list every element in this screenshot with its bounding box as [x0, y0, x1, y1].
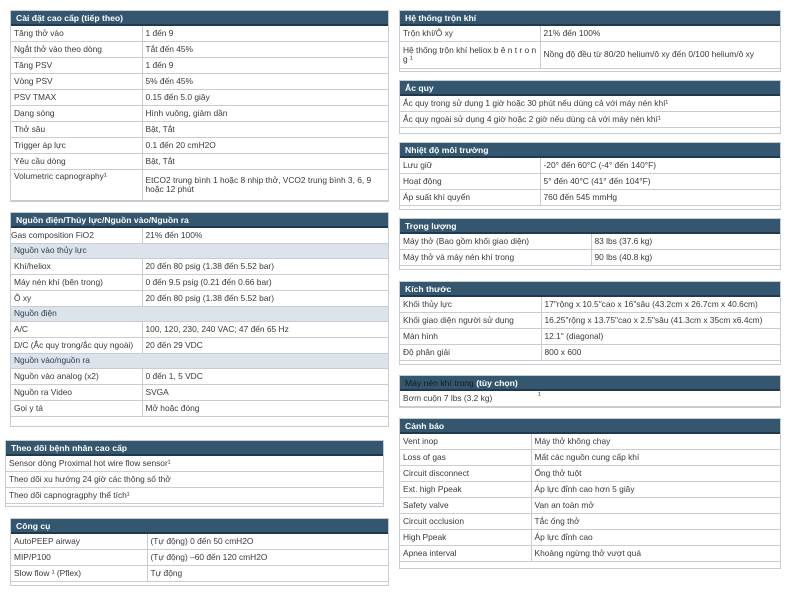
- environment-panel: [399, 142, 781, 210]
- table-row: [400, 466, 780, 482]
- table-row: [11, 138, 388, 154]
- row-label: Loss of gas: [400, 450, 531, 466]
- row-label: Nguồn ra Video: [11, 385, 142, 401]
- row-value: Hình vuông, giảm dần: [142, 106, 388, 122]
- row-label: Nguồn vào analog (x2): [11, 369, 142, 385]
- table-row: [11, 74, 388, 90]
- row-value: Mất các nguồn cung cấp khí: [531, 450, 780, 466]
- row-value: 21% đến 100%: [540, 26, 780, 42]
- section-subheader: [11, 354, 388, 369]
- row-value: 17"rộng x 10.5"cao x 16"sâu (43.2cm x 26.7cm x 40.6cm): [541, 297, 780, 313]
- row-value: (Tự động) 0 đến 50 cmH2O: [147, 534, 388, 550]
- row-value: SVGA: [142, 385, 388, 401]
- monitoring-panel: [5, 440, 384, 507]
- advanced-settings-panel: [10, 10, 389, 202]
- table-row: [11, 26, 388, 42]
- battery-panel: [399, 80, 781, 134]
- power-panel: [10, 212, 389, 427]
- table-row: [400, 250, 780, 266]
- row-label: Ext. high Ppeak: [400, 482, 531, 498]
- row-value: Tắc ống thở: [531, 514, 780, 530]
- row-label: Khí/heliox: [11, 259, 142, 275]
- table-row: [400, 297, 780, 313]
- table-row: [11, 566, 388, 582]
- table-row: [400, 450, 780, 466]
- row-value: 0.1 đến 20 cmH2O: [142, 138, 388, 154]
- row-value: Bật, Tắt: [142, 154, 388, 170]
- table-row: [11, 401, 388, 417]
- table-row: [11, 550, 388, 566]
- table-row: [400, 313, 780, 329]
- row-label: MIP/P100: [11, 550, 147, 566]
- table-row: [400, 26, 780, 42]
- blending-title: Hệ thống trộn khí: [400, 11, 780, 26]
- table-row: [400, 391, 780, 407]
- row-label: Dạng sóng: [11, 106, 142, 122]
- row-value: 760 đến 545 mmHg: [540, 190, 780, 206]
- table-row: [400, 345, 780, 361]
- table-row: [400, 498, 780, 514]
- row-label: Khối giao diện người sử dụng: [400, 313, 541, 329]
- dimensions-table: [400, 297, 780, 361]
- table-row: [400, 514, 780, 530]
- row-value: -20° đến 60°C (-4° đến 140°F): [540, 158, 780, 174]
- row-value: Bật, Tắt: [142, 122, 388, 138]
- monitoring-title: Theo dõi bệnh nhân cao cấp: [6, 441, 383, 456]
- table-row: [11, 259, 388, 275]
- row-value: 20 đến 80 psig (1.38 đến 5.52 bar): [142, 291, 388, 307]
- row-label: Tăng thở vào: [11, 26, 142, 42]
- row-label: Khối thủy lực: [400, 297, 541, 313]
- table-row: [11, 534, 388, 550]
- table-row: [400, 42, 780, 69]
- compressor-panel: [399, 375, 781, 408]
- table-row: [11, 106, 388, 122]
- weight-table: [400, 234, 780, 266]
- table-row: [11, 338, 388, 354]
- tools-table: [11, 534, 388, 582]
- advanced-settings-title: Cài đặt cao cấp (tiếp theo): [11, 11, 388, 26]
- row-label: Tăng PSV: [11, 58, 142, 74]
- row-label: Lưu giữ: [400, 158, 540, 174]
- row-label: High Ppeak: [400, 530, 531, 546]
- monitoring-item: Theo dõi xu hướng 24 giờ các thông số thở: [6, 472, 383, 488]
- table-row: [11, 122, 388, 138]
- table-row: [11, 322, 388, 338]
- row-value: 16.25"rộng x 13.75"cao x 2.5"sâu (41.3cm x 35cm x6.4cm): [541, 313, 780, 329]
- table-row: [11, 291, 388, 307]
- section-subheader: [11, 244, 388, 259]
- row-label: Ô xy: [11, 291, 142, 307]
- blending-panel: [399, 10, 781, 72]
- power-title: Nguồn điện/Thủy lực/Nguồn vào/Nguồn ra: [11, 213, 388, 228]
- row-label: Gọi y tá: [11, 401, 142, 417]
- row-value: Nồng độ đều từ 80/20 helium/ô xy đến 0/100 helium/ô xy: [540, 42, 780, 69]
- table-row: [400, 546, 780, 562]
- power-table: [11, 228, 388, 417]
- row-label: Trộn khí/Ô xy: [400, 26, 540, 42]
- subheader-label: Nguồn vào thủy lực: [11, 244, 388, 259]
- row-label: Bơm cuộn 7 lbs (3.2 kg): [400, 391, 535, 407]
- row-label: Circuit occlusion: [400, 514, 531, 530]
- environment-table: [400, 158, 780, 206]
- tools-title: Công cụ: [11, 519, 388, 534]
- battery-item: Ắc quy ngoài sử dụng 4 giờ hoặc 2 giờ nếu dùng cả với máy nén khí¹: [400, 112, 780, 128]
- row-value: 0 đến 9.5 psig (0.21 đến 0.66 bar): [142, 275, 388, 291]
- weight-panel: [399, 218, 781, 270]
- row-value: 12.1" (diagonal): [541, 329, 780, 345]
- row-value: Áp lực đỉnh cao hơn 5 giây: [531, 482, 780, 498]
- monitoring-item: Sensor dòng Proximal hot wire flow sensor¹: [6, 456, 383, 472]
- table-row: [11, 58, 388, 74]
- dimensions-title: Kích thước: [400, 282, 780, 297]
- table-row: [11, 90, 388, 106]
- row-value: Mở hoặc đóng: [142, 401, 388, 417]
- table-row: [11, 154, 388, 170]
- row-label: Slow flow ¹ (Pflex): [11, 566, 147, 582]
- row-value: Ống thở tuột: [531, 466, 780, 482]
- subheader-label: Nguồn điện: [11, 307, 388, 322]
- row-label: D/C (Ắc quy trong/ắc quy ngoài): [11, 338, 142, 354]
- row-label: Máy nén khí (bên trong): [11, 275, 142, 291]
- table-row: [400, 530, 780, 546]
- row-value: Tự động: [147, 566, 388, 582]
- battery-table: [400, 96, 780, 128]
- table-row: [11, 170, 388, 201]
- table-row: [400, 434, 780, 450]
- row-label: Máy thở (Bao gồm khối giao diện): [400, 234, 591, 250]
- row-label: Hệ thống trộn khí heliox b ê n t r o n g ¹: [400, 42, 540, 69]
- blending-table: [400, 26, 780, 69]
- row-label: Hoạt động: [400, 174, 540, 190]
- gas-composition-label: Gas composition FiO2: [11, 228, 142, 244]
- row-value: Van an toàn mở: [531, 498, 780, 514]
- row-label: Độ phân giải: [400, 345, 541, 361]
- table-row: [400, 158, 780, 174]
- row-value: Tắt đến 45%: [142, 42, 388, 58]
- footnote-mark: ¹: [535, 391, 780, 407]
- table-row: [400, 482, 780, 498]
- alarms-table: [400, 434, 780, 562]
- battery-item: Ắc quy trong sử dụng 1 giờ hoặc 30 phút nếu dùng cả với máy nén khí¹: [400, 96, 780, 112]
- row-value: Khoảng ngừng thở vượt quá: [531, 546, 780, 562]
- dimensions-panel: [399, 281, 781, 365]
- row-value: EtCO2 trung bình 1 hoặc 8 nhịp thở, VCO2 trung bình 3, 6, 9 hoặc 12 phút: [142, 170, 388, 201]
- row-value: 5° đến 40°C (41° đến 104°F): [540, 174, 780, 190]
- table-row: [400, 329, 780, 345]
- table-row: [11, 385, 388, 401]
- table-row: [400, 234, 780, 250]
- list-item: [6, 488, 383, 504]
- subheader-label: Nguồn vào/nguồn ra: [11, 354, 388, 369]
- compressor-title-main: Máy nén khí trong: [405, 378, 477, 388]
- alarms-panel: [399, 418, 781, 569]
- row-label: A/C: [11, 322, 142, 338]
- row-value: 5% đến 45%: [142, 74, 388, 90]
- row-label: Máy thở và máy nén khí trong: [400, 250, 591, 266]
- row-label: Thở sâu: [11, 122, 142, 138]
- row-value: 800 x 600: [541, 345, 780, 361]
- row-value: 1 đến 9: [142, 26, 388, 42]
- row-label: Apnea interval: [400, 546, 531, 562]
- row-label: Áp suất khí quyển: [400, 190, 540, 206]
- monitoring-table: [6, 456, 383, 504]
- table-row: [11, 369, 388, 385]
- row-label: Ngắt thở vào theo dòng: [11, 42, 142, 58]
- compressor-table: [400, 391, 780, 407]
- row-value: 90 lbs (40.8 kg): [591, 250, 780, 266]
- row-label: Volumetric capnography¹: [11, 170, 142, 201]
- row-label: Safety valve: [400, 498, 531, 514]
- table-row: [11, 228, 388, 244]
- table-row: [400, 190, 780, 206]
- weight-title: Trọng lượng: [400, 219, 780, 234]
- row-label: Trigger áp lực: [11, 138, 142, 154]
- row-label: Vent inop: [400, 434, 531, 450]
- row-value: 100, 120, 230, 240 VAC; 47 đến 65 Hz: [142, 322, 388, 338]
- compressor-title: [400, 376, 780, 391]
- row-value: 20 đến 29 VDC: [142, 338, 388, 354]
- row-label: Circuit disconnect: [400, 466, 531, 482]
- row-value: (Tự động) –60 đến 120 cmH2O: [147, 550, 388, 566]
- tools-panel: [10, 518, 389, 586]
- row-value: Máy thở không chạy: [531, 434, 780, 450]
- table-row: [11, 42, 388, 58]
- battery-title: Ắc quy: [400, 81, 780, 96]
- table-row: [11, 275, 388, 291]
- row-label: Yêu cầu dòng: [11, 154, 142, 170]
- row-value: 1 đến 9: [142, 58, 388, 74]
- list-item: [400, 96, 780, 112]
- row-label: AutoPEEP airway: [11, 534, 147, 550]
- section-subheader: [11, 307, 388, 322]
- list-item: [6, 456, 383, 472]
- row-value: 0 đến 1, 5 VDC: [142, 369, 388, 385]
- advanced-settings-table: [11, 26, 388, 201]
- row-value: Áp lực đỉnh cao: [531, 530, 780, 546]
- gas-composition-value: 21% đến 100%: [142, 228, 388, 244]
- list-item: [400, 112, 780, 128]
- row-label: Màn hình: [400, 329, 541, 345]
- row-label: Vòng PSV: [11, 74, 142, 90]
- monitoring-item: Theo dõi capnogragphy thể tích¹: [6, 488, 383, 504]
- row-value: 83 lbs (37.6 kg): [591, 234, 780, 250]
- list-item: [6, 472, 383, 488]
- environment-title: Nhiệt độ môi trường: [400, 143, 780, 158]
- table-row: [400, 174, 780, 190]
- row-value: 0.15 đến 5.0 giây: [142, 90, 388, 106]
- row-label: PSV TMAX: [11, 90, 142, 106]
- row-value: 20 đến 80 psig (1.38 đến 5.52 bar): [142, 259, 388, 275]
- compressor-title-option: (tùy chọn): [476, 378, 518, 388]
- alarms-title: Cảnh báo: [400, 419, 780, 434]
